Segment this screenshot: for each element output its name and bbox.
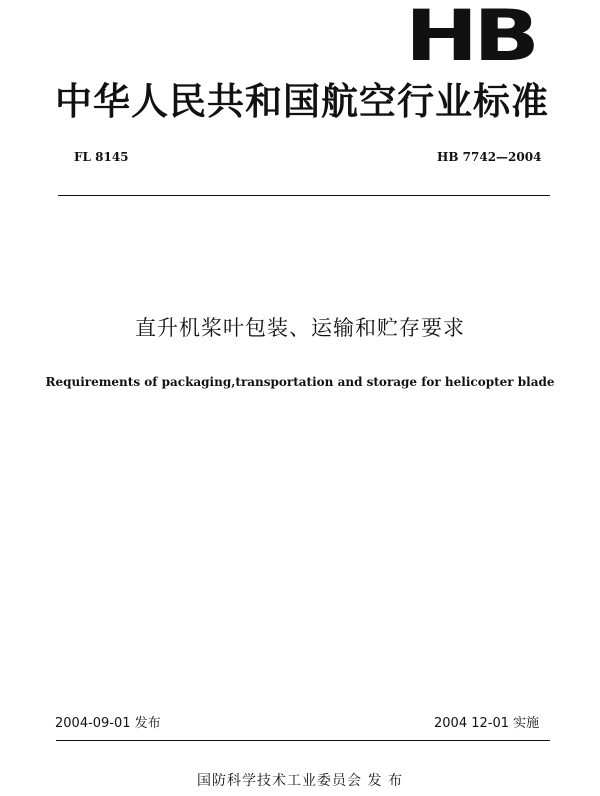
hb-logo: HB [405,0,535,77]
bottom-divider [56,740,550,741]
standard-number: HB 7742—2004 [437,150,542,164]
implementation-date: 2004 12-01 实施 [434,716,540,731]
top-divider [58,195,550,196]
org-title: 中华人民共和国航空行业标准 [55,80,549,123]
classification-code: FL 8145 [74,150,129,164]
issue-date: 2004-09-01 发布 [55,716,161,731]
document-title-cn: 直升机桨叶包装、运输和贮存要求 [135,316,465,340]
document-title-en: Requirements of packaging,transportation and storage for helicopter blade [45,375,555,389]
issuing-authority: 国防科学技术工业委员会 发 布 [197,773,403,789]
